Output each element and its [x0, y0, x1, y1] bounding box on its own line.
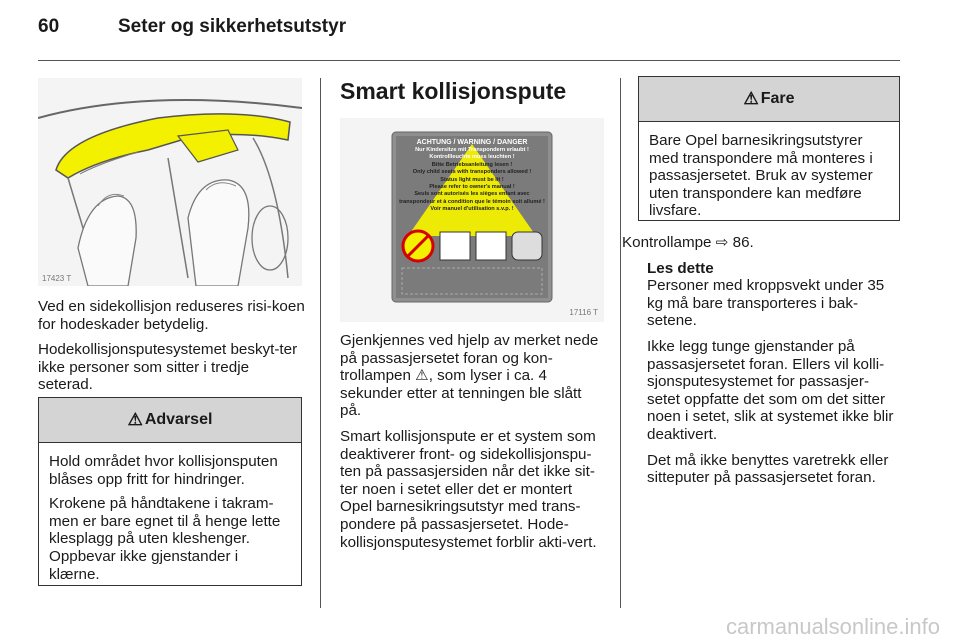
label-line: Seuls sont autorisés les sièges enfant avec: [414, 191, 530, 198]
warning-box-title: Advarsel: [144, 411, 213, 428]
label-line: Kontrollleuchte muss leuchten !: [429, 154, 515, 161]
label-line: Bitte Betriebsanleitung lesen !: [431, 161, 513, 168]
figure-code: 17116 T: [569, 308, 598, 317]
left-paragraph-2: Hodekollisjonsputesystemet beskyt-ter ikke personer som sitter i tredje seterad.: [38, 341, 298, 394]
middle-paragraph-2: Smart kollisjonspute er et system som deaktiverer front- og sidekollisjonspu-ten på passasjersiden når det ikke sit-ter noen i setet eller det er montert Opel barnesikringsutstyr med trans-pondere på passasjersetet. Hode-kollisjonsputesystemet forblir akti-vert.: [340, 427, 597, 551]
note-heading: Les dette: [647, 259, 714, 277]
warning-paragraph-1: Hold området hvor kollisjonsputen blåses opp fritt for hindringer.: [49, 453, 278, 488]
left-text: [38, 298, 306, 402]
label-line: ACHTUNG / WARNING / DANGER: [416, 139, 528, 146]
note-paragraph-3: Det må ikke benyttes varetrekk eller sitteputer på passasjersetet foran.: [647, 451, 889, 487]
warning-paragraph-2: Krokene på håndtakene i takram-men er bare egnet til å henge lette klesplagg på uten kleshenger. Oppbevar ikke gjenstander i klærne.: [49, 495, 281, 583]
note-paragraph-1: Personer med kroppsvekt under 35 kg må bare transporteres i bak-setene.: [647, 277, 885, 330]
curtain-airbag-illustration: [38, 78, 302, 286]
section-title: Smart kollisjonspute: [340, 78, 567, 104]
page-number: 60: [38, 16, 60, 37]
column-divider-left: [320, 78, 321, 608]
note-block: [622, 260, 900, 487]
label-line: transpondeur et à condition que le témoin soit allumé !: [399, 198, 545, 205]
airbag-label-text: [398, 138, 546, 214]
label-line: Nur Kindersitze mit Transpondern erlaubt !: [415, 147, 529, 153]
label-line: Please refer to owner's manual !: [429, 184, 515, 191]
label-line: Only child seats with transponders allowed !: [412, 169, 532, 176]
middle-text: [340, 332, 606, 559]
danger-box-header: [639, 77, 899, 122]
watermark: carmanualsonline.info: [725, 614, 940, 639]
label-line: Status light must be lit !: [440, 176, 504, 183]
warning-box-header: [39, 398, 301, 443]
warning-triangle-icon: ⚠: [743, 89, 759, 108]
header-rule: [38, 60, 900, 61]
label-line: Voir manuel d'utilisation s.v.p. !: [430, 206, 514, 213]
note-paragraph-2: Ikke legg tunge gjenstander på passasjersetet foran. Ellers vil kolli-sjonsputesystemet for passasjer-setet oppfatte det som om det sitter noen i setet, slik at systemet ikke blir deaktivert.: [647, 337, 894, 443]
control-lamp-reference: Kontrollampe ⇨ 86.: [622, 234, 754, 251]
curtain-airbag-drawing: [38, 78, 302, 286]
middle-paragraph-1: Gjenkjennes ved hjelp av merket nede på passasjersetet foran og kon-trollampen ⚠, som lyser i ca. 4 sekunder etter at tenningen ble slått på.: [340, 332, 599, 420]
warning-triangle-icon: ⚠: [127, 410, 143, 429]
page-title: Seter og sikkerhetsutstyr: [118, 16, 347, 37]
danger-box-body: [639, 122, 899, 235]
warning-box-body: [39, 443, 301, 598]
danger-box: [638, 76, 900, 221]
airbag-label-illustration: [340, 118, 604, 322]
danger-box-title: Fare: [760, 90, 795, 107]
column-divider-right: [620, 78, 621, 608]
danger-paragraph: Bare Opel barnesikringsutstyrer med transpondere må monteres i passasjersetet. Bruk av systemer uten transpondere kan medføre livsfare.: [649, 132, 873, 220]
left-paragraph-1: Ved en sidekollisjon reduseres risi-koen for hodeskader betydelig.: [38, 298, 305, 333]
right-text: [622, 234, 900, 495]
figure-code: 17423 T: [42, 274, 72, 283]
warning-box: [38, 397, 302, 586]
